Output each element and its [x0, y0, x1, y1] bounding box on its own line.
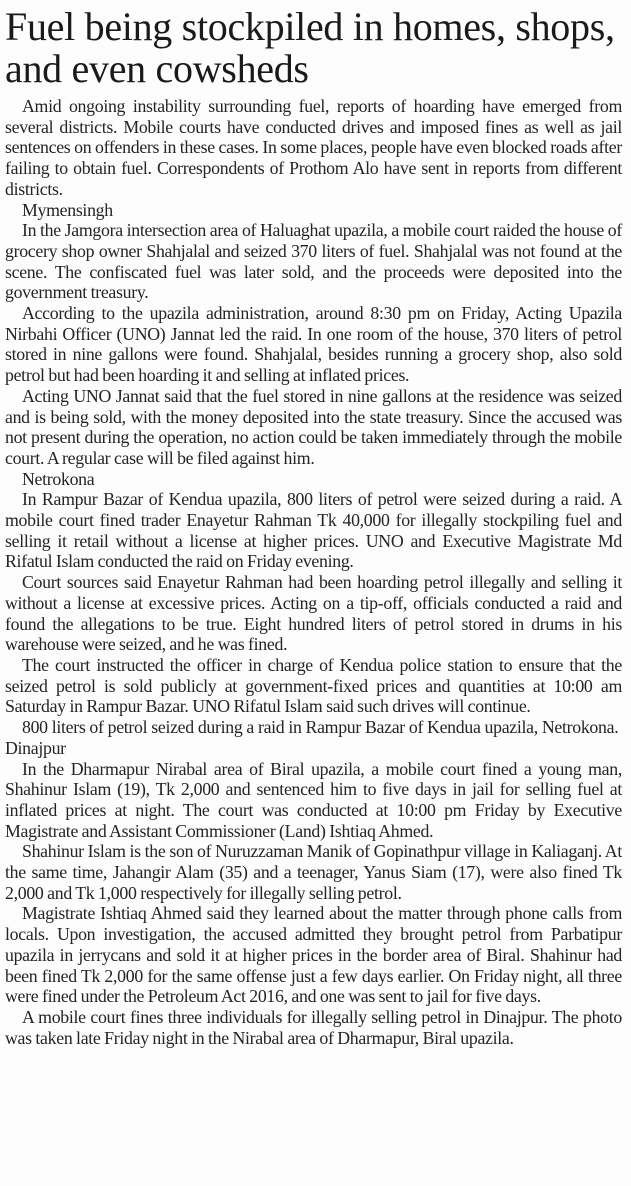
section-heading-netrokona: Netrokona	[22, 468, 95, 489]
paragraph-netrokona-3: The court instructed the officer in charge of Kendua police station to ensure that the seized petrol is sold publicly at government-fixed prices and quantities at 10:00 am Saturday in Rampur Bazar. UNO Rifatul Islam said such drives will continue.	[5, 654, 622, 717]
paragraph-netrokona-2: Court sources said Enayetur Rahman had been hoarding petrol illegally and selling it without a license at excessive prices. Acting on a tip-off, officials conducted a raid and found the allegations to be true. Eight hundred liters of petrol stored in drums in his warehouse were seized, and he was fined.	[5, 572, 622, 655]
paragraph-mymensingh-3: Acting UNO Jannat said that the fuel stored in nine gallons at the residence was seized and is being sold, with the money deposited into the state treasury. Since the accused was not present during the operation, no action could be taken immediately through the mobile court. A regular case will be filed against him.	[5, 385, 622, 468]
paragraph-mymensingh-1: In the Jamgora intersection area of Haluaghat upazila, a mobile court raided the house of grocery shop owner Shahjalal and seized 370 liters of fuel. Shahjalal was not found at the scene. The confiscated fuel was later sold, and the proceeds were deposited into the government treasury.	[5, 220, 622, 303]
photo-caption-netrokona-and-dinajpur-heading: 800 liters of petrol seized during a raid in Rampur Bazar of Kendua upazila, Netrokona. Dinajpur	[5, 717, 622, 758]
article-title: Fuel being stockpiled in homes, shops, and even cowsheds	[5, 4, 615, 91]
paragraph-mymensingh-2: According to the upazila administration, around 8:30 pm on Friday, Acting Upazila Nirbahi Officer (UNO) Jannat led the raid. In one room of the house, 370 liters of petrol stored in nine gallons were found. Shahjalal, besides running a grocery shop, also sold petrol but had been hoarding it and selling at inflated prices.	[5, 303, 622, 386]
photo-caption-dinajpur: A mobile court fines three individuals for illegally selling petrol in Dinajpur. The photo was taken late Friday night in the Nirabal area of Dharmapur, Biral upazila.	[5, 1006, 622, 1048]
paragraph-dinajpur-2: Shahinur Islam is the son of Nuruzzaman Manik of Gopinathpur village in Kaliaganj. At the same time, Jahangir Alam (35) and a teenager, Yanus Siam (17), were also fined Tk 2,000 and Tk 1,000 respectively for illegally selling petrol.	[5, 841, 622, 903]
article-body	[5, 96, 622, 1048]
section-heading-mymensingh: Mymensingh	[22, 199, 113, 220]
intro-paragraph: Amid ongoing instability surrounding fuel, reports of hoarding have emerged from several districts. Mobile courts have conducted drives and imposed fines as well as jail sentences on offenders in these cases. In some places, people have even blocked roads after failing to obtain fuel. Correspondents of Prothom Alo have sent in reports from different districts.	[5, 96, 622, 199]
paragraph-dinajpur-1: In the Dharmapur Nirabal area of Biral upazila, a mobile court fined a young man, Shahinur Islam (19), Tk 2,000 and sentenced him to five days in jail for selling fuel at inflated prices at night. The court was conducted at 10:00 pm Friday by Executive Magistrate and Assistant Commissioner (Land) Ishtiaq Ahmed.	[5, 758, 622, 841]
paragraph-dinajpur-3: Magistrate Ishtiaq Ahmed said they learned about the matter through phone calls from locals. Upon investigation, the accused admitted they brought petrol from Parbatipur upazila in jerrycans and sold it at higher prices in the border area of Biral. Shahinur had been fined Tk 2,000 for the same offense just a few days earlier. On Friday night, all three were fined under the Petroleum Act 2016, and one was sent to jail for five days.	[5, 903, 622, 1007]
paragraph-netrokona-1: In Rampur Bazar of Kendua upazila, 800 liters of petrol were seized during a raid. A mobile court fined trader Enayetur Rahman Tk 40,000 for illegally stockpiling fuel and selling it retail without a license at higher prices. UNO and Executive Magistrate Md Rifatul Islam conducted the raid on Friday evening.	[5, 489, 622, 572]
